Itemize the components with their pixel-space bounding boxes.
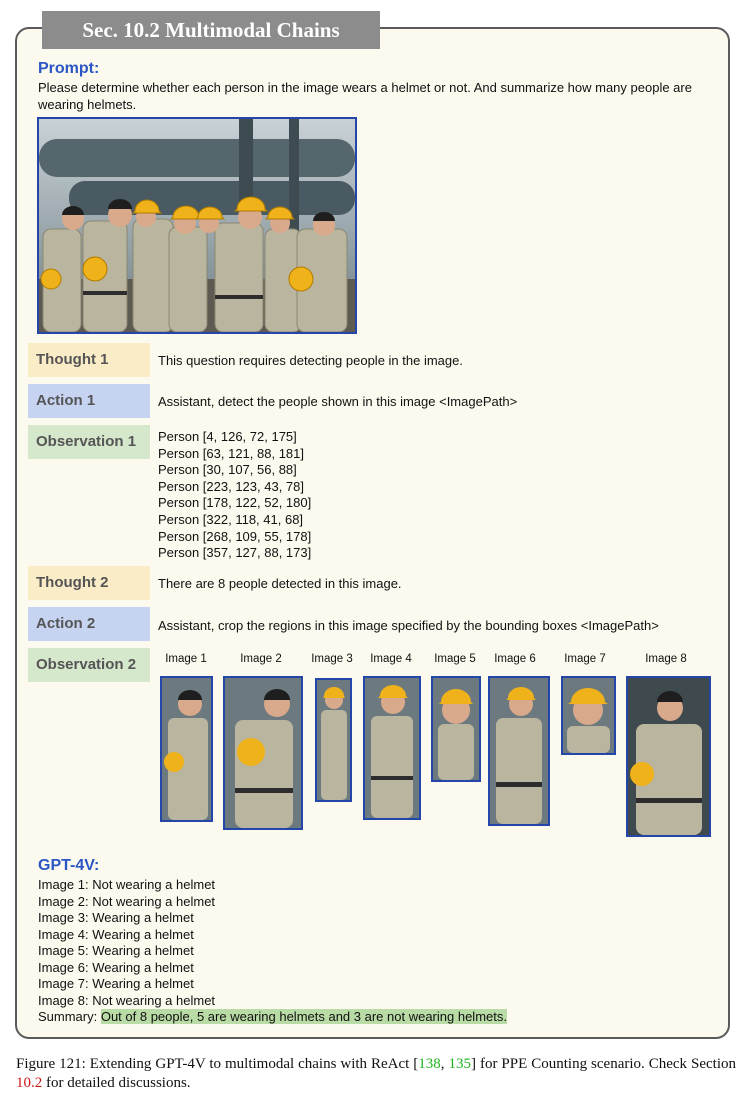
- prompt-text: Please determine whether each person in the image wears a helmet or not. And summarize how many people are wearing helmets.: [38, 80, 692, 112]
- section-tab: Sec. 10.2 Multimodal Chains: [42, 11, 380, 49]
- action-1-text: Assistant, detect the people shown in this image <ImagePath>: [158, 394, 518, 409]
- thought-2-label: Thought 2: [28, 566, 150, 600]
- answer-line: Image 3: Wearing a helmet: [38, 910, 194, 925]
- answer-line: Image 5: Wearing a helmet: [38, 943, 194, 958]
- crop-label-5: Image 5: [434, 653, 476, 665]
- citation-link[interactable]: 135: [448, 1056, 472, 1072]
- thought-1-label: Thought 1: [28, 343, 150, 377]
- detection-item: Person [30, 107, 56, 88]: [158, 462, 297, 478]
- crop-label-2: Image 2: [240, 653, 282, 665]
- gpt4v-title: GPT-4V:: [38, 857, 100, 874]
- crop-label-7: Image 7: [564, 653, 606, 665]
- detection-item: Person [223, 123, 43, 78]: [158, 478, 304, 494]
- crop-label-3: Image 3: [311, 653, 353, 665]
- crop-image-5: [431, 676, 481, 782]
- answer-line: Image 6: Wearing a helmet: [38, 959, 194, 975]
- crop-image-2: [223, 676, 303, 830]
- section-ref-link[interactable]: 10.2: [16, 1075, 43, 1091]
- crop-label-8: Image 8: [645, 653, 687, 665]
- detection-item: Person [63, 121, 88, 181]: [158, 445, 304, 461]
- gpt4v-answers: [38, 877, 507, 1026]
- thought-1-text: This question requires detecting people in the image.: [158, 353, 463, 368]
- answer-line: Image 4: Wearing a helmet: [38, 926, 194, 942]
- prompt-title: Prompt:: [38, 60, 100, 77]
- crop-image-8: [626, 676, 711, 837]
- answer-line: Image 2: Not wearing a helmet: [38, 893, 216, 909]
- crop-image-4: [363, 676, 421, 820]
- detection-list: [158, 429, 311, 562]
- detection-item: Person [357, 127, 88, 173]: [158, 545, 312, 561]
- figure-caption: [16, 1055, 736, 1093]
- answer-line: Image 7: Wearing a helmet: [38, 976, 194, 991]
- citation-link[interactable]: 138: [418, 1056, 441, 1072]
- detection-item: Person [322, 118, 41, 68]: [158, 511, 304, 527]
- summary-line: [38, 1009, 507, 1026]
- action-2-text: Assistant, crop the regions in this image specified by the bounding boxes <ImagePath>: [158, 618, 659, 633]
- thought-2-text: There are 8 people detected in this image.: [158, 576, 402, 591]
- observation-2-label: Observation 2: [28, 648, 150, 682]
- crop-image-6: [488, 676, 550, 826]
- workers-photo: [37, 117, 357, 334]
- observation-1-label: Observation 1: [28, 425, 150, 459]
- caption-text: ] for PPE Counting scenario. Check Section: [471, 1056, 736, 1072]
- caption-separator: ,: [440, 1056, 449, 1072]
- action-1-label: Action 1: [28, 384, 150, 418]
- caption-text: Figure 121: Extending GPT-4V to multimodal chains with ReAct [: [16, 1056, 419, 1072]
- crop-image-3: [315, 678, 352, 802]
- summary-highlight: Out of 8 people, 5 are wearing helmets and 3 are not wearing helmets.: [100, 1009, 507, 1024]
- detection-item: Person [268, 109, 55, 178]: [158, 528, 312, 544]
- crop-image-7: [561, 676, 616, 755]
- action-2-label: Action 2: [28, 607, 150, 641]
- summary-label: Summary:: [38, 1009, 101, 1024]
- caption-text: for detailed discussions.: [42, 1075, 191, 1091]
- detection-item: Person [178, 122, 52, 180]: [158, 495, 312, 511]
- crop-image-1: [160, 676, 213, 822]
- answer-line: Image 8: Not wearing a helmet: [38, 992, 216, 1008]
- answer-line: Image 1: Not wearing a helmet: [38, 877, 216, 892]
- crop-label-4: Image 4: [370, 653, 412, 665]
- crop-label-1: Image 1: [165, 653, 207, 665]
- detection-item: Person [4, 126, 72, 175]: [158, 429, 297, 444]
- crop-label-6: Image 6: [494, 653, 536, 665]
